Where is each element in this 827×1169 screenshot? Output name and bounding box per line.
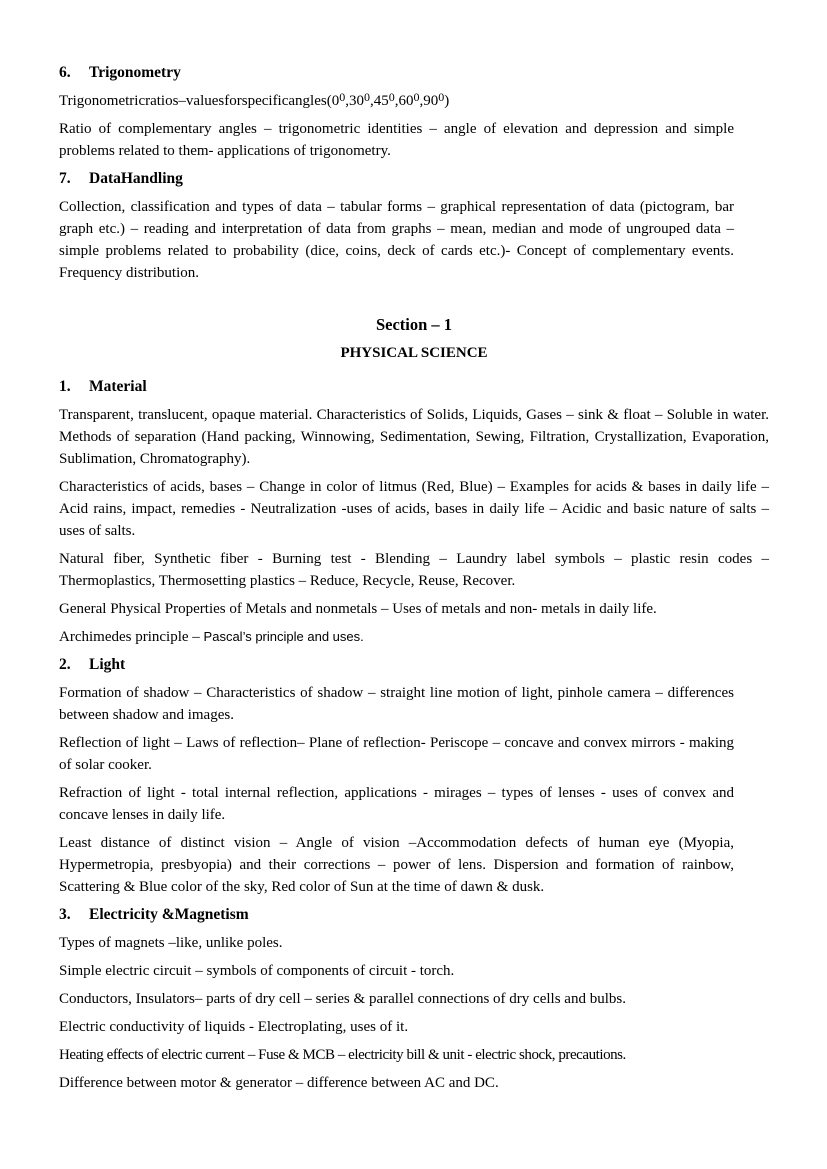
degree-mark: 0 [438, 90, 445, 104]
degree-mark: 0 [388, 90, 395, 104]
heading-data-handling [59, 168, 769, 190]
trig-ratios-prefix: Trigonometricratios–valuesforspecificangles(0 [59, 93, 340, 109]
electricity-paragraph: Conductors, Insulators– parts of dry cell – series & parallel connections of dry cells and bulbs. [59, 991, 626, 1007]
degree-mark: 0 [363, 90, 370, 104]
angle-45: ,45 [369, 93, 389, 109]
heading-title: Material [89, 378, 147, 395]
angle-90: ,90 [419, 93, 439, 109]
heading-title: Light [89, 656, 126, 673]
heading-number: 7. [59, 170, 71, 187]
material-paragraph: Transparent, translucent, opaque material. Characteristics of Solids, Liquids, Gases – sink & float – Soluble in water. Methods of separation (Hand packing, Winnowing, Sedimentation, Sewing, Filtration, Crystallization, Evaporation, Sublimation, Chromatography). [59, 407, 769, 467]
electricity-paragraph: Simple electric circuit – symbols of components of circuit - torch. [59, 963, 455, 979]
light-paragraph: Refraction of light - total internal reflection, applications - mirages – types of lenses - uses of convex and concave lenses in daily life. [59, 785, 734, 823]
pascal-text: Pascal’s principle and uses. [203, 629, 364, 644]
light-paragraph: Reflection of light – Laws of reflection– Plane of reflection- Periscope – concave and convex mirrors - making of solar cooker. [59, 735, 734, 773]
heading-title: DataHandling [89, 170, 183, 187]
material-paragraph: Natural fiber, Synthetic fiber - Burning test - Blending – Laundry label symbols – plastic resin codes – Thermoplastics, Thermosetting plastics – Reduce, Recycle, Reuse, Recover. [59, 551, 769, 589]
document-page [59, 62, 769, 1100]
heading-number: 3. [59, 906, 71, 923]
trig-ratios-suffix: ) [444, 93, 450, 109]
archimedes-text: Archimedes principle – [59, 629, 204, 645]
angle-60: ,60 [394, 93, 414, 109]
electricity-paragraph: Types of magnets –like, unlike poles. [59, 935, 283, 951]
electricity-paragraph: Difference between motor & generator – difference between AC and DC. [59, 1075, 499, 1091]
heading-trigonometry [59, 62, 769, 84]
heading-material [59, 376, 769, 398]
heading-number: 2. [59, 656, 71, 673]
trig-ratios-line [59, 90, 734, 112]
data-handling-paragraph: Collection, classification and types of data – tabular forms – graphical representation of data (pictogram, bar graph etc.) – reading and interpretation of data from graphs – mean, median and mode of ungrouped data – simple problems related to probability (dice, coins, deck of cards etc.)- Concept of complementary events. Frequency distribution. [59, 199, 734, 281]
material-paragraph [59, 626, 769, 648]
section-title: Section – 1 [375, 315, 453, 334]
section-subtitle: PHYSICAL SCIENCE [340, 345, 488, 361]
trig-paragraph: Ratio of complementary angles – trigonometric identities – angle of elevation and depression and simple problems related to them- applications of trigonometry. [59, 121, 734, 159]
electricity-paragraph: Heating effects of electric current – Fuse & MCB – electricity bill & unit - electric shock, precautions. [59, 1047, 626, 1063]
material-paragraph: Characteristics of acids, bases – Change in color of litmus (Red, Blue) – Examples for acids & bases in daily life – Acid rains, impact, remedies - Neutralization -uses of acids, bases in daily life – Acidic and basic nature of salts – uses of salts. [59, 479, 769, 539]
degree-mark: 0 [413, 90, 420, 104]
material-paragraph: General Physical Properties of Metals and nonmetals – Uses of metals and non- metals in daily life. [59, 601, 657, 617]
light-paragraph: Formation of shadow – Characteristics of shadow – straight line motion of light, pinhole camera – differences between shadow and images. [59, 685, 734, 723]
light-paragraph: Least distance of distinct vision – Angle of vision –Accommodation defects of human eye (Myopia, Hypermetropia, presbyopia) and their corrections – power of lens. Dispersion and formation of rainbow, Scattering & Blue color of the sky, Red color of Sun at the time of dawn & dusk. [59, 835, 734, 895]
heading-number: 6. [59, 64, 71, 81]
heading-electricity [59, 904, 769, 926]
heading-title: Trigonometry [89, 64, 181, 81]
heading-light [59, 654, 769, 676]
heading-number: 1. [59, 378, 71, 395]
electricity-paragraph: Electric conductivity of liquids - Electroplating, uses of it. [59, 1019, 409, 1035]
degree-mark: 0 [339, 90, 346, 104]
angle-30: ,30 [345, 93, 364, 109]
heading-title: Electricity &Magnetism [89, 906, 249, 923]
